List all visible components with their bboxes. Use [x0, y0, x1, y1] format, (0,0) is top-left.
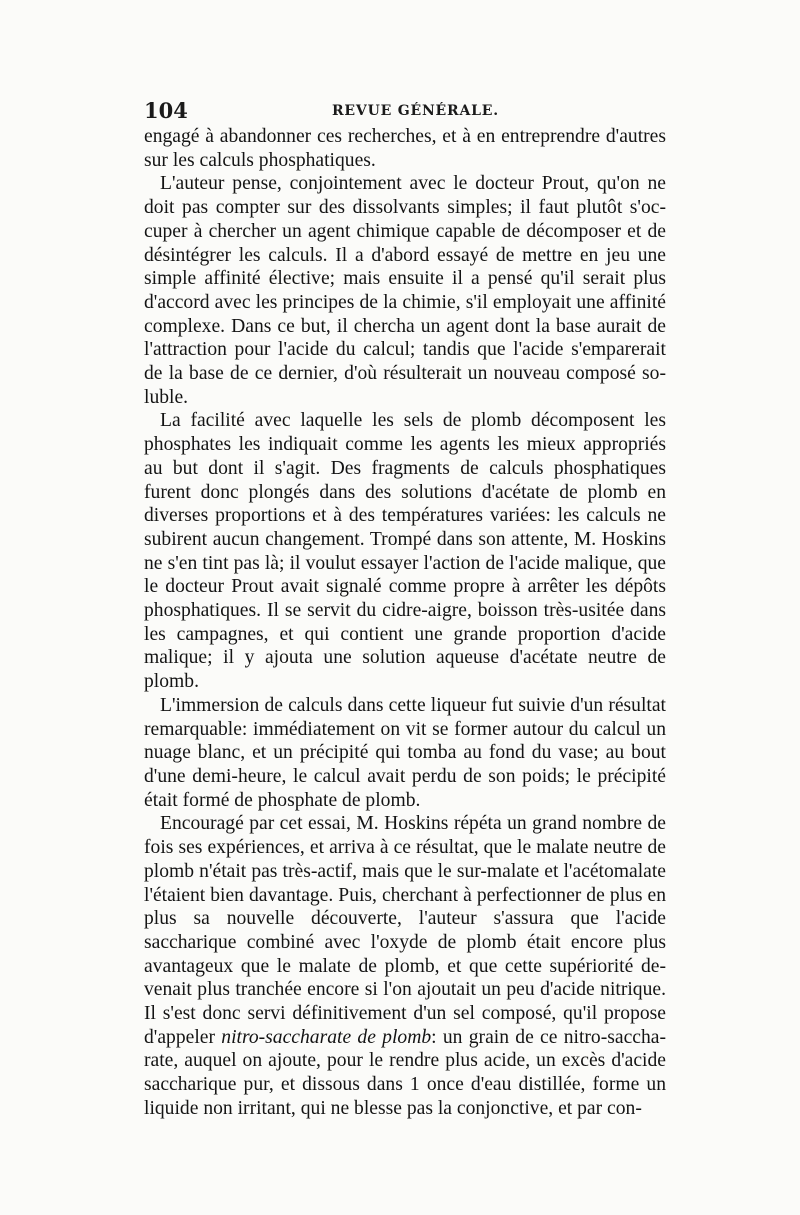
paragraph-5-part-1: Encouragé par cet essai, M. Hoskins répéta un grand nombre de fois ses expériences, et arriva à ce résultat, que le malate neutre de plomb n'était pas très-actif, mais que le sur-malate et l'acétomalate l'étaient bien davantage. Puis, cherchant à perfectionner de plus en plus sa nouvelle découverte, l'auteur s'assura que l'acide saccharique combiné avec l'oxyde de plomb était encore plus avantageux que le malate de plomb, et que cette supériorité devenait plus tranchée encore si l'on ajoutait un peu d'acide nitrique. Il s'est donc servi définitivement d'un sel composé, qu'il propose d'appeler — [144, 813, 666, 1048]
paragraph-5-part-2: : un grain de ce nitro-saccharate, auquel on ajoute, pour le rendre plus acide, un excès d'acide saccharique pur, et dissous dans 1 once d'eau distillée, forme un liquide non irritant, qui ne blesse pas la conjonctive, et par con- — [144, 1026, 666, 1119]
page-header — [144, 98, 666, 126]
italic-term: nitro-saccharate de plomb — [221, 1026, 432, 1048]
paragraph-3: La facilité avec laquelle les sels de plomb décomposent les phosphates les indiquait comme les agents les mieux appropriés au but dont il s'agit. Des fragments de calculs phosphatiques furent donc plongés dans des solutions d'acétate de plomb en diverses proportions et à des températures variées: les calculs ne subirent aucun changement. Trompé dans son attente, M. Hoskins ne s'en tint pas là; il voulut essayer l'action de l'acide malique, que le docteur Prout avait signalé comme propre à arrêter les dépôts phosphatiques. Il se servit du cidre-aigre, boisson très-usitée dans les campagnes, et qui contient une grande proportion d'acide malique; il y ajouta une solution aqueuse d'acétate neutre de plomb. — [144, 410, 666, 693]
paragraph-4: L'immersion de calculs dans cette liqueur fut suivie d'un résultat remarquable: immédiatement on vit se former autour du calcul un nuage blanc, et un précipité qui tomba au fond du vase; au bout d'une demi-heure, le calcul avait perdu de son poids; le précipité était formé de phosphate de plomb. — [144, 694, 666, 811]
paragraph-5 — [144, 812, 666, 1120]
body-text — [144, 125, 666, 1121]
page-number: 104 — [144, 98, 188, 123]
paragraph-1: engagé à abandonner ces recherches, et à en entreprendre d'autres sur les calculs phosphatiques. — [144, 126, 666, 171]
paragraph-2: L'auteur pense, conjointement avec le docteur Prout, qu'on ne doit pas compter sur des dissolvants simples; il faut plutôt s'occuper à chercher un agent chimique capable de décomposer et de désintégrer les calculs. Il a d'abord essayé de mettre en jeu une simple affinité élective; mais ensuite il a pensé qu'il serait plus d'accord avec les principes de la chimie, s'il employait une affinité complexe. Dans ce but, il chercha un agent dont la base aurait de l'attraction pour l'acide du calcul; tandis que l'acide s'emparerait de la base de ce dernier, d'où résulterait un nouveau composé soluble. — [144, 173, 666, 408]
running-head: REVUE GÉNÉRALE. — [332, 103, 499, 119]
